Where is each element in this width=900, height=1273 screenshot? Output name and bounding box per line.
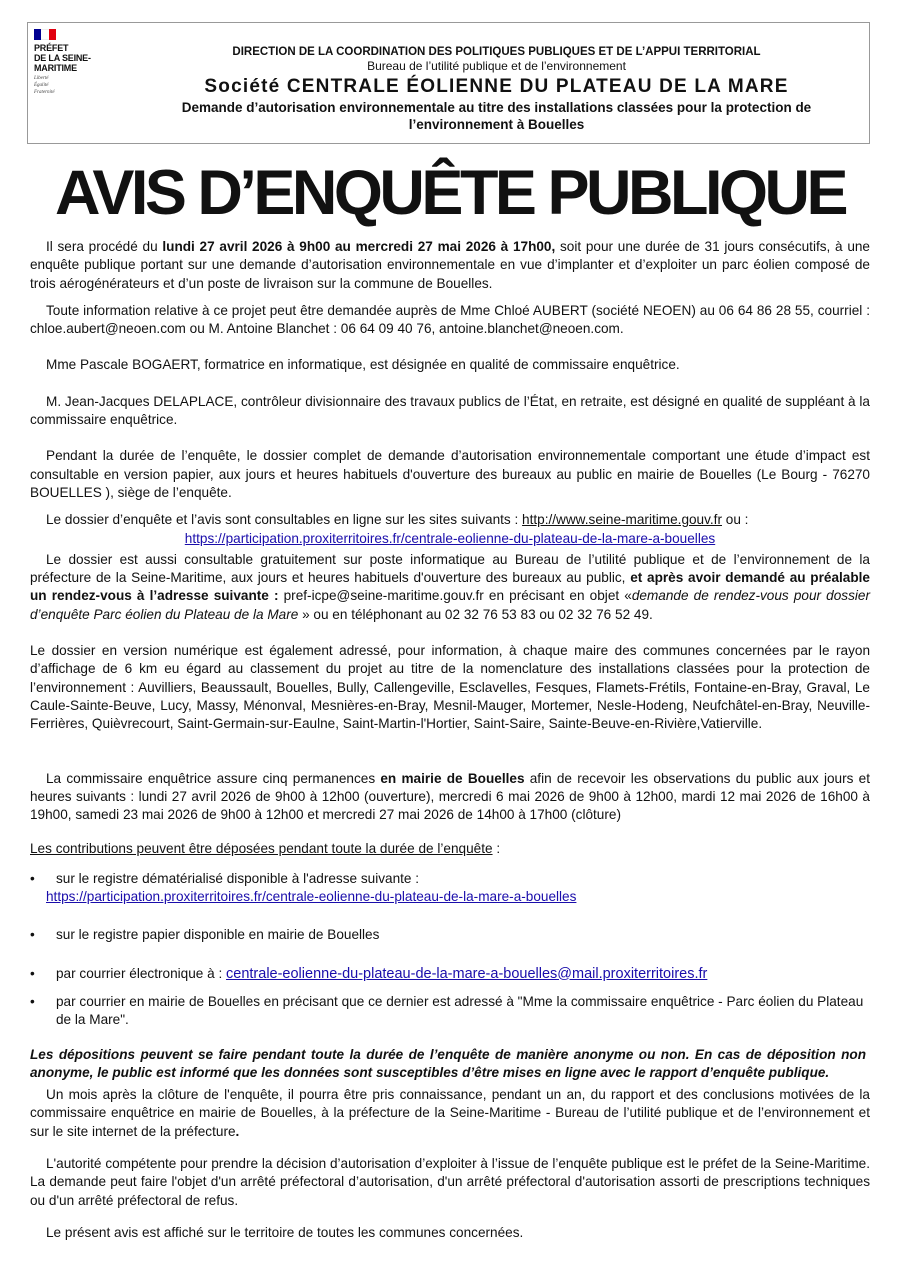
paragraph-commissaire: Mme Pascale BOGAERT, formatrice en informatique, est désignée en qualité de commissaire enquêtrice. bbox=[46, 357, 680, 373]
registre-link[interactable]: https://participation.proxiterritoires.fr/centrale-eolienne-du-plateau-de-la-mare-a-bouelles bbox=[46, 889, 577, 905]
contributions-heading bbox=[30, 840, 870, 858]
paragraph-online bbox=[30, 511, 870, 548]
text: : bbox=[492, 841, 501, 857]
text: Le dossier est aussi consultable gratuitement sur poste informatique au Bureau de l’utilité publique et de l’environnement de la préfecture de la Seine-Maritime, aux jours et heures habituels d'ouverture des bureaux au public, bbox=[30, 551, 870, 586]
text: Les contributions peuvent être déposées pendant toute la durée de l’enquête bbox=[30, 841, 493, 857]
french-flag-icon bbox=[34, 29, 56, 40]
text: Le dossier d’enquête et l’avis sont consultables en ligne sur les sites suivants : bbox=[46, 512, 523, 528]
paragraph-authority: L'autorité compétente pour prendre la décision d’autorisation d’exploiter à l’issue de l’enquête publique est le préfet de la Seine-Maritime. La demande peut faire l'objet d'un arrêté préfectoral d’autorisation, d'un arrêté préfectoral d'autorisation assorti de prescriptions techniques ou d'un arrêté préfectoral de refus. bbox=[30, 1155, 870, 1208]
paragraph-anonymous bbox=[30, 1046, 870, 1083]
bullet: • bbox=[30, 965, 35, 981]
text-bold: et après avoir demandé au préalable un rendez-vous à l’adresse suivante : bbox=[30, 570, 870, 604]
text: La commissaire enquêtrice assure cinq permanences bbox=[46, 770, 381, 786]
participation-link[interactable]: https://participation.proxiterritoires.fr/centrale-eolienne-du-plateau-de-la-mare-a-bouelles bbox=[184, 530, 716, 546]
logo-motto: Liberté Égalité Fraternité bbox=[34, 76, 55, 95]
text: pref-icpe@seine-maritime.gouv.fr en précisant en objet « bbox=[278, 588, 632, 604]
prefecture-website-link[interactable]: http://www.seine-maritime.gouv.fr bbox=[522, 512, 722, 528]
direction-label: DIRECTION DE LA COORDINATION DES POLITIQUES PUBLIQUES ET DE L’APPUI TERRITORIAL bbox=[232, 46, 761, 58]
list-item bbox=[30, 926, 870, 944]
list-item bbox=[30, 993, 870, 1030]
paragraph-contact: Toute information relative à ce projet peut être demandée auprès de Mme Chloé AUBERT (société NEOEN) au 06 64 86 28 55, courriel : chloe.aubert@neoen.com ou M. Antoine Blanchet : 06 64 09 40 76, antoine.blanchet@neoen.com. bbox=[30, 302, 870, 337]
paragraph-suppleant: M. Jean-Jacques DELAPLACE, contrôleur divisionnaire des travaux publics de l’État, en retraite, est désigné en qualité de suppléant à la commissaire enquêtrice. bbox=[30, 393, 870, 428]
text-bold: en mairie de Bouelles bbox=[380, 770, 525, 786]
paragraph-permanences bbox=[30, 770, 870, 825]
text: par courrier en mairie de Bouelles en précisant que ce dernier est adressé à "Mme la commissaire enquêtrice - Parc éolien du Plateau de la Mare". bbox=[56, 993, 864, 1028]
prefecture-logo bbox=[34, 29, 114, 96]
bureau-label: Bureau de l’utilité publique et de l’environnement bbox=[367, 59, 626, 73]
text: Il sera procédé du bbox=[46, 239, 163, 254]
text: ou : bbox=[722, 512, 749, 528]
document-header bbox=[27, 22, 870, 144]
document-body bbox=[30, 238, 870, 1251]
bullet: • bbox=[30, 870, 35, 886]
text: sur le registre dématérialisé disponible à l'adresse suivante : bbox=[56, 870, 420, 886]
text: Un mois après la clôture de l'enquête, il pourra être pris connaissance, pendant un an, du rapport et des conclusions motivées de la commissaire enquêtrice en mairie de Bouelles, à la préfecture de la Seine-Maritime - Bureau de l’utilité publique et de l’environnement et sur le site internet de la préfecture bbox=[30, 1087, 870, 1139]
bullet: • bbox=[30, 993, 35, 1009]
dates-bold: lundi 27 avril 2026 à 9h00 au mercredi 27 mai 2026 à 17h00, bbox=[162, 239, 556, 254]
list-item bbox=[30, 965, 870, 983]
paragraph-communes: Le dossier en version numérique est également adressé, pour information, à chaque maire des communes concernées par le rayon d’affichage de 6 km eu égard au classement du projet au titre de la nomenclature des installations classées pour la protection de l’environnement : Auvilliers, Beaussault, Bouelles, Bully, Callengeville, Esclavelles, Fesques, Flamets-Frétils, Fontaine-en-Bray, Graval, Le Caule-Sainte-Beuve, Lucy, Massy, Ménonval, Mesnières-en-Bray, Mesnil-Mauger, Mortemer, Nesle-Hodeng, Neufchâtel-en-Bray, Neuville-Ferrières, Quièvrecourt, Saint-Germain-sur-Eaulne, Saint-Martin-l'Hortier, Saint-Saire, Sainte-Beuve-en-Rivière,Vatierville. bbox=[30, 643, 870, 732]
text-bold-italic: Les dépositions peuvent se faire pendant toute la durée de l’enquête de manière anonyme ou non. En cas de déposition non anonyme, le public est informé que les données sont susceptibles d’être mises en ligne avec le rapport d’enquête publique. bbox=[30, 1046, 866, 1080]
paragraph-consultation bbox=[30, 551, 870, 624]
text: . bbox=[235, 1123, 240, 1139]
logo-text: PRÉFET DE LA SEINE- MARITIME bbox=[34, 43, 91, 73]
text: soit pour une durée de 31 jours consécutifs, à une enquête publique portant sur une demande d’autorisation environnementale en vue d’implanter et d’exploiter un parc éolien composé de trois aérogénérateurs et d’un poste de livraison sur la commune de Bouelles. bbox=[30, 239, 870, 291]
request-subtitle: Demande d’autorisation environnementale au titre des installations classées pour la protection de l’environnement à Bouelles bbox=[181, 100, 812, 132]
text: afin de recevoir les observations du public aux jours et heures suivants : lundi 27 avril 2026 de 9h00 à 12h00 (ouverture), mercredi 6 mai 2026 de 9h00 à 12h00, mardi 12 mai 2026 de 16h00 à 19h00, samedi 23 mai 2026 de 9h00 à 12h00 et mercredi 27 mai 2026 de 14h00 à 17h00 (clôture) bbox=[30, 770, 870, 823]
list-item bbox=[30, 870, 870, 907]
email-link[interactable]: centrale-eolienne-du-plateau-de-la-mare-a-bouelles@mail.proxiterritoires.fr bbox=[226, 965, 708, 982]
bullet: • bbox=[30, 927, 35, 943]
paragraph-report bbox=[30, 1086, 870, 1141]
text: sur le registre papier disponible en mairie de Bouelles bbox=[56, 927, 380, 943]
paragraph-display: Le présent avis est affiché sur le territoire de toutes les communes concernées. bbox=[46, 1224, 524, 1240]
paragraph-dossier: Pendant la durée de l’enquête, le dossier complet de demande d’autorisation environnementale comportant une étude d’impact est consultable en version papier, aux jours et heures habituels d'ouverture des bureaux au public en mairie de Bouelles (Le Bourg - 76270 BOUELLES ), siège de l’enquête. bbox=[30, 448, 870, 500]
company-name: Société CENTRALE ÉOLIENNE DU PLATEAU DE LA MARE bbox=[204, 76, 789, 97]
paragraph-dates bbox=[30, 238, 870, 293]
text-italic: demande de rendez-vous pour dossier d’enquête Parc éolien du Plateau de la Mare bbox=[30, 588, 871, 622]
text: par courrier électronique à : bbox=[56, 965, 227, 981]
text: » ou en téléphonant au 02 32 76 53 83 ou 02 32 76 52 49. bbox=[298, 606, 653, 622]
page-title: AVIS D’ENQUÊTE PUBLIQUE bbox=[55, 158, 845, 228]
